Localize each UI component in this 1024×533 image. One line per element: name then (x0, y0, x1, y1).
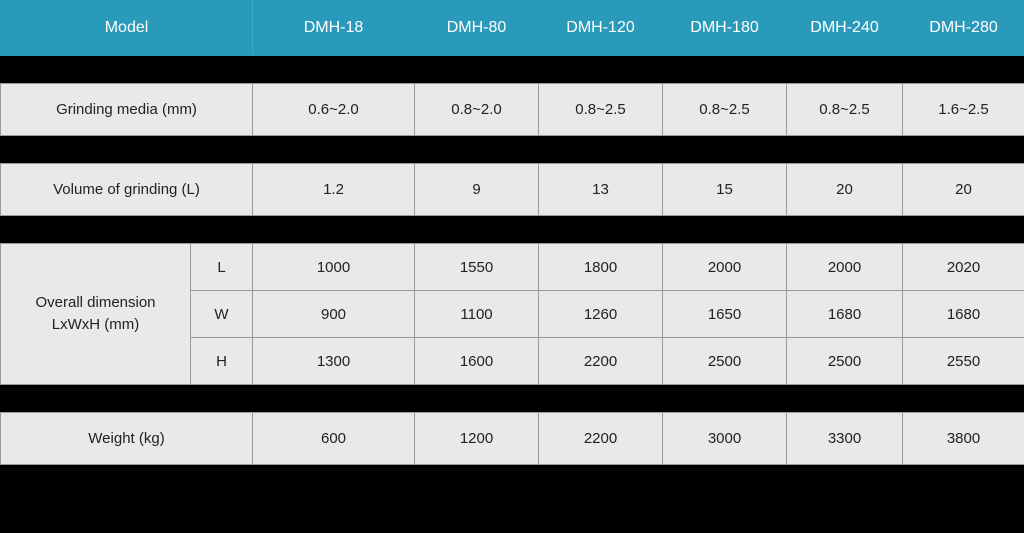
table-row (1, 164, 1024, 216)
row-separator (1, 56, 1024, 84)
cell-grinding-media-dmh-240: 0.8~2.5 (787, 84, 903, 136)
sub-row-label-h: H (191, 338, 253, 385)
cell-length-dmh-240: 2000 (787, 244, 903, 291)
cell-length-dmh-280: 2020 (903, 244, 1024, 291)
row-label-overall-dimension (1, 244, 191, 385)
cell-weight-dmh-18: 600 (253, 413, 415, 465)
cell-volume-dmh-18: 1.2 (253, 164, 415, 216)
cell-grinding-media-dmh-18: 0.6~2.0 (253, 84, 415, 136)
separator-band (1, 56, 1024, 84)
row-separator (1, 385, 1024, 413)
cell-volume-dmh-80: 9 (415, 164, 539, 216)
row-label-grinding-media: Grinding media (mm) (1, 84, 253, 136)
cell-volume-dmh-120: 13 (539, 164, 663, 216)
cell-length-dmh-120: 1800 (539, 244, 663, 291)
cell-volume-dmh-240: 20 (787, 164, 903, 216)
cell-height-dmh-120: 2200 (539, 338, 663, 385)
cell-length-dmh-18: 1000 (253, 244, 415, 291)
cell-grinding-media-dmh-280: 1.6~2.5 (903, 84, 1024, 136)
cell-length-dmh-80: 1550 (415, 244, 539, 291)
cell-grinding-media-dmh-80: 0.8~2.0 (415, 84, 539, 136)
table-row (1, 84, 1024, 136)
cell-weight-dmh-120: 2200 (539, 413, 663, 465)
cell-width-dmh-180: 1650 (663, 291, 787, 338)
cell-volume-dmh-280: 20 (903, 164, 1024, 216)
table-header-row (1, 1, 1024, 56)
column-header-dmh-180: DMH-180 (663, 1, 787, 56)
row-label-volume-of-grinding: Volume of grinding (L) (1, 164, 253, 216)
cell-width-dmh-120: 1260 (539, 291, 663, 338)
row-label-weight: Weight (kg) (1, 413, 253, 465)
cell-length-dmh-180: 2000 (663, 244, 787, 291)
cell-grinding-media-dmh-180: 0.8~2.5 (663, 84, 787, 136)
sub-row-label-l: L (191, 244, 253, 291)
cell-weight-dmh-80: 1200 (415, 413, 539, 465)
cell-width-dmh-280: 1680 (903, 291, 1024, 338)
cell-width-dmh-240: 1680 (787, 291, 903, 338)
separator-band (1, 136, 1024, 164)
cell-width-dmh-80: 1100 (415, 291, 539, 338)
cell-height-dmh-180: 2500 (663, 338, 787, 385)
cell-height-dmh-80: 1600 (415, 338, 539, 385)
cell-weight-dmh-240: 3300 (787, 413, 903, 465)
row-separator (1, 136, 1024, 164)
table-row (1, 413, 1024, 465)
column-header-dmh-280: DMH-280 (903, 1, 1024, 56)
cell-height-dmh-240: 2500 (787, 338, 903, 385)
column-header-dmh-240: DMH-240 (787, 1, 903, 56)
cell-width-dmh-18: 900 (253, 291, 415, 338)
cell-grinding-media-dmh-120: 0.8~2.5 (539, 84, 663, 136)
column-header-model: Model (1, 1, 253, 56)
table-row (1, 244, 1024, 291)
column-header-dmh-80: DMH-80 (415, 1, 539, 56)
overall-dimension-line2: LxWxH (mm) (51, 316, 140, 333)
row-separator (1, 216, 1024, 244)
cell-volume-dmh-180: 15 (663, 164, 787, 216)
cell-height-dmh-18: 1300 (253, 338, 415, 385)
separator-band (1, 216, 1024, 244)
cell-weight-dmh-280: 3800 (903, 413, 1024, 465)
separator-band (1, 385, 1024, 413)
cell-weight-dmh-180: 3000 (663, 413, 787, 465)
sub-row-label-w: W (191, 291, 253, 338)
cell-height-dmh-280: 2550 (903, 338, 1024, 385)
column-header-dmh-120: DMH-120 (539, 1, 663, 56)
column-header-dmh-18: DMH-18 (253, 1, 415, 56)
overall-dimension-line1: Overall dimension (35, 293, 156, 311)
